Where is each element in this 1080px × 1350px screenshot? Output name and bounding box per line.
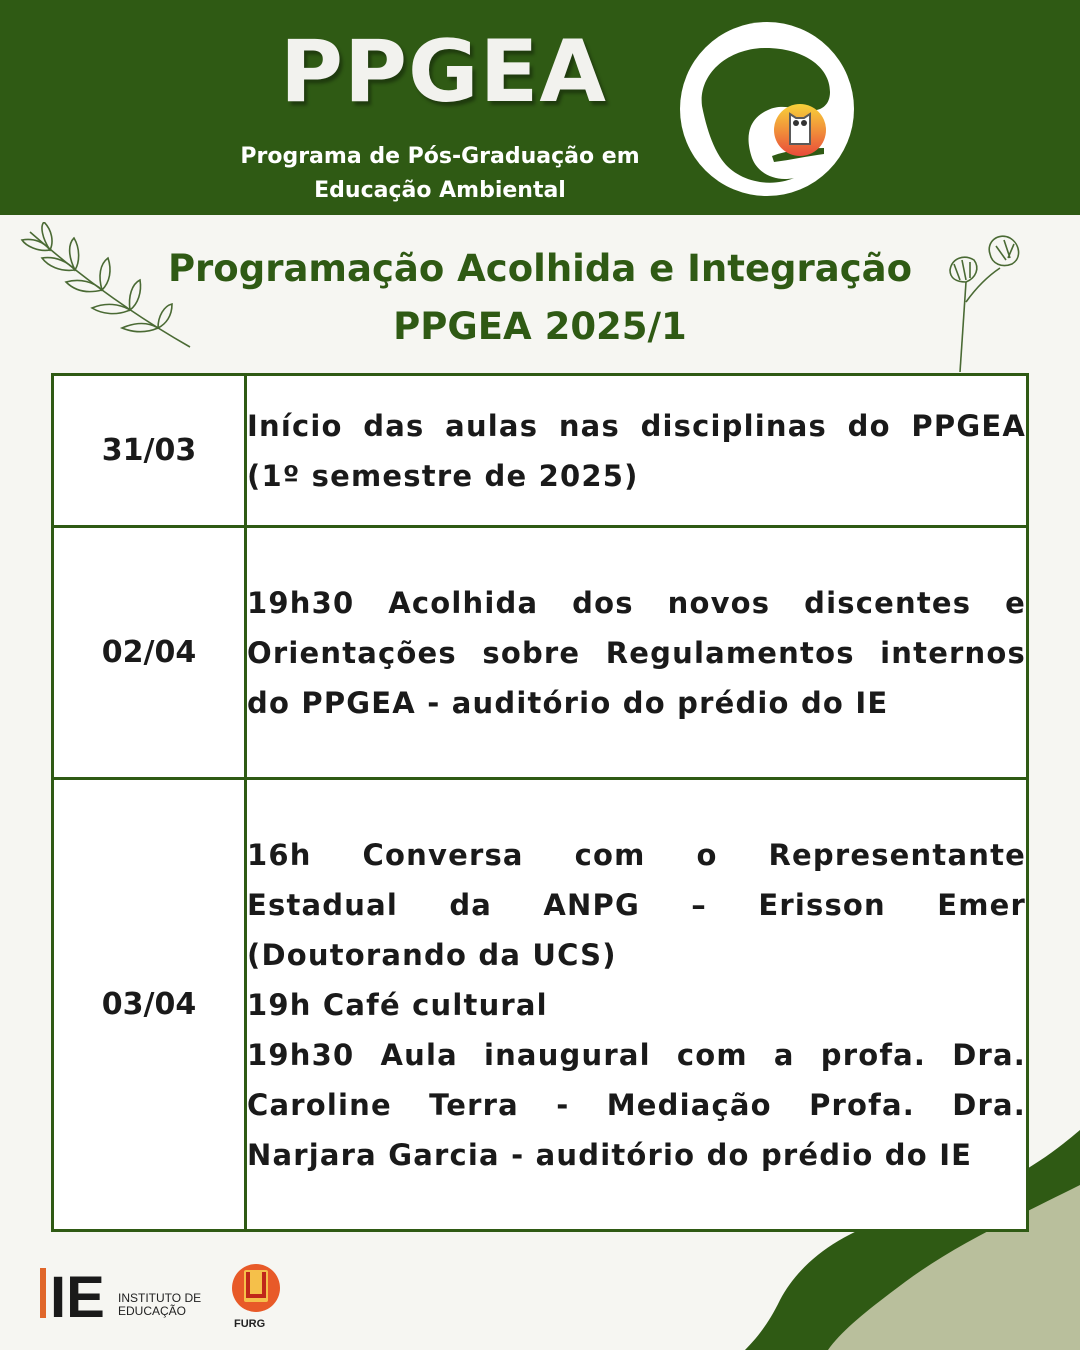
- brand-subtitle-line1: Programa de Pós-Graduação em: [240, 144, 640, 169]
- schedule-item: 19h Café cultural: [247, 987, 548, 1022]
- schedule-row: [53, 375, 1028, 527]
- schedule-row: [53, 527, 1028, 779]
- schedule-date: 31/03: [53, 375, 246, 527]
- brand-subtitle-line2: Educação Ambiental: [314, 178, 566, 203]
- schedule-date: 02/04: [53, 527, 246, 779]
- schedule-description: [246, 375, 1028, 527]
- schedule-item: 19h30 Aula inaugural com a profa. Dra. Caroline Terra - Mediação Profa. Dra. Narjara Garcia - auditório do prédio do IE: [247, 1037, 1026, 1172]
- owl-icon: [790, 114, 810, 144]
- schedule-row: [53, 779, 1028, 1231]
- schedule-description: [246, 527, 1028, 779]
- brand-title: PPGEA: [280, 22, 607, 122]
- header-banner: [0, 0, 1080, 215]
- page-title: [100, 240, 980, 356]
- ie-line1: INSTITUTO DE: [118, 1291, 202, 1305]
- schedule-item: 16h Conversa com o Representante Estadual da ANPG – Erisson Emer (Doutorando da UCS): [247, 837, 1026, 972]
- schedule-description: [246, 779, 1028, 1231]
- schedule-item: Início das aulas nas disciplinas do PPGEA (1º semestre de 2025): [247, 408, 1026, 493]
- page-title-line2: PPGEA 2025/1: [393, 305, 687, 348]
- brand-subtitle: [210, 140, 670, 208]
- ie-line2: EDUCAÇÃO: [118, 1304, 187, 1318]
- schedule-item: 19h30 Acolhida dos novos discentes e Orientações sobre Regulamentos internos do PPGEA - auditório do prédio do IE: [247, 585, 1026, 720]
- schedule-date: 03/04: [53, 779, 246, 1231]
- ie-mark: IE: [50, 1265, 105, 1324]
- furg-label: FURG: [234, 1318, 266, 1330]
- ppgea-logo: [680, 22, 854, 196]
- ie-institute-name: [118, 1292, 201, 1318]
- furg-logo: [228, 1262, 284, 1318]
- page-title-line1: Programação Acolhida e Integração: [167, 247, 913, 290]
- schedule-table: [51, 373, 1029, 1232]
- ie-logo: [38, 1264, 118, 1324]
